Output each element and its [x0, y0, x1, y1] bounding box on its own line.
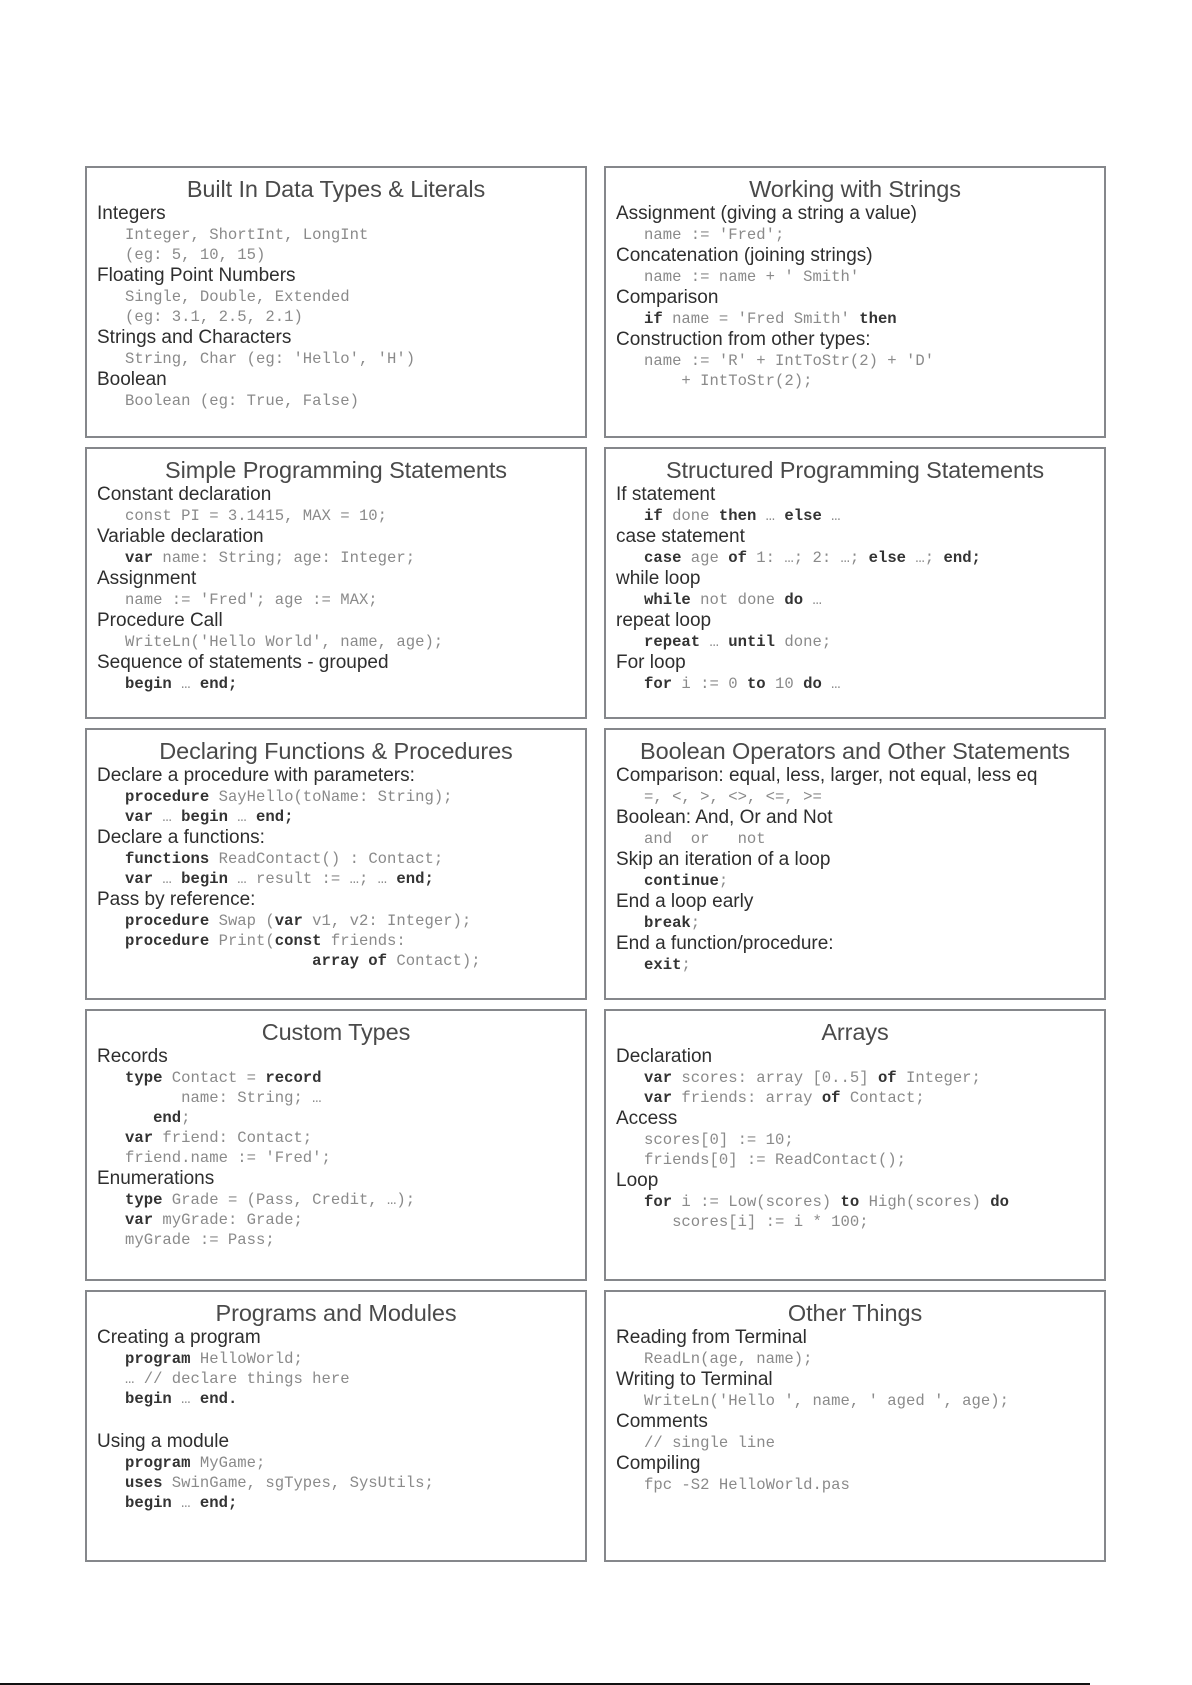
card-custom-types — [85, 1009, 587, 1281]
code-keyword: begin — [125, 675, 172, 693]
code-keyword: begin — [125, 1390, 172, 1408]
code-line — [97, 807, 585, 827]
code-text: name: String; age: Integer; — [153, 549, 416, 567]
section-label: Procedure Call — [97, 610, 223, 631]
code-text: i := 0 — [672, 675, 747, 693]
code-line — [97, 287, 585, 307]
card-built-in-data-types-literals — [85, 166, 587, 438]
section-label: Sequence of statements - grouped — [97, 652, 389, 673]
code-line — [616, 351, 1104, 371]
code-keyword: record — [265, 1069, 322, 1087]
code-text: const PI = 3.1415, MAX = 10; — [125, 507, 388, 525]
section-spacer — [97, 1409, 585, 1431]
card-programs-and-modules — [85, 1290, 587, 1562]
code-keyword: program — [125, 1350, 191, 1368]
code-line — [616, 632, 1104, 652]
code-line — [616, 225, 1104, 245]
code-line — [97, 632, 585, 652]
code-keyword: for — [644, 675, 673, 693]
code-line — [97, 225, 585, 245]
code-text: High(scores) — [859, 1193, 991, 1211]
code-line — [97, 349, 585, 369]
code-text: name := 'R' + IntToStr(2) + 'D' — [644, 352, 935, 370]
code-keyword: var — [125, 1129, 154, 1147]
code-text: Grade = (Pass, Credit, …); — [162, 1191, 416, 1209]
code-text: ; — [681, 956, 691, 974]
code-line — [616, 1433, 1104, 1453]
code-keyword: do — [784, 591, 804, 609]
code-text: 10 — [765, 675, 804, 693]
code-keyword: functions — [125, 850, 210, 868]
code-keyword: procedure — [125, 788, 210, 806]
code-text: SayHello(toName: String); — [209, 788, 453, 806]
code-text: … — [821, 675, 841, 693]
section-label: Assignment (giving a string a value) — [616, 203, 917, 224]
code-keyword: do — [990, 1193, 1009, 1211]
code-text: name: String; … — [125, 1089, 322, 1107]
section-label: Compiling — [616, 1453, 701, 1474]
section-label: Comments — [616, 1411, 708, 1432]
section-label: Declare a procedure with parameters: — [97, 765, 415, 786]
section-label: Strings and Characters — [97, 327, 292, 348]
code-text: … — [803, 591, 822, 609]
code-line — [97, 911, 585, 931]
card-title: Simple Programming Statements — [165, 457, 507, 483]
code-text — [125, 1109, 153, 1127]
code-line — [97, 1068, 585, 1088]
card-arrays — [604, 1009, 1106, 1281]
code-text: … — [171, 675, 200, 693]
code-keyword: end; — [256, 808, 294, 826]
code-keyword: var — [125, 1211, 154, 1229]
card-title: Boolean Operators and Other Statements — [640, 738, 1070, 764]
code-text — [125, 952, 312, 970]
code-line — [97, 1493, 585, 1513]
code-keyword: var — [125, 549, 154, 567]
code-text: name = 'Fred Smith' — [662, 310, 860, 328]
code-keyword: else — [784, 507, 822, 525]
code-text: friends: array — [672, 1089, 822, 1107]
code-line — [616, 1212, 1104, 1232]
code-text: … — [171, 1494, 200, 1512]
code-line — [616, 1130, 1104, 1150]
code-keyword: end. — [199, 1390, 238, 1408]
code-text: Contact); — [387, 952, 481, 970]
code-text: 1: …; 2: …; — [746, 549, 869, 567]
code-text: friends[0] := ReadContact(); — [644, 1151, 907, 1169]
code-text: ; — [718, 872, 729, 890]
code-text: … — [227, 808, 257, 826]
code-line — [97, 1389, 585, 1409]
code-line — [97, 1369, 585, 1389]
card-title: Built In Data Types & Literals — [186, 176, 486, 202]
code-text: scores[i] := i * 100; — [644, 1213, 869, 1231]
code-line — [97, 787, 585, 807]
code-line — [97, 849, 585, 869]
code-line — [97, 1473, 585, 1493]
code-keyword: of — [728, 549, 747, 567]
section-label: Boolean — [97, 369, 167, 390]
code-line — [97, 674, 585, 694]
code-text: // single line — [644, 1434, 776, 1452]
card-title: Declaring Functions & Procedures — [159, 738, 513, 764]
code-line — [616, 1192, 1104, 1212]
code-keyword: end; — [199, 1494, 238, 1512]
code-line — [97, 391, 585, 411]
code-text: Boolean (eg: True, False) — [125, 392, 359, 410]
code-line — [97, 1349, 585, 1369]
code-text: fpc -S2 HelloWorld.pas — [644, 1476, 850, 1494]
code-text: … — [756, 507, 785, 525]
code-line — [616, 1088, 1104, 1108]
section-label: End a loop early — [616, 891, 754, 912]
section-label: End a function/procedure: — [616, 933, 834, 954]
code-line — [616, 955, 1104, 975]
code-text: Swap ( — [209, 912, 275, 930]
code-keyword: exit — [644, 956, 682, 974]
section-label: Comparison: equal, less, larger, not equal, less eq — [616, 765, 1038, 786]
section-label: repeat loop — [616, 610, 712, 631]
code-line — [97, 1190, 585, 1210]
code-line — [97, 506, 585, 526]
code-keyword: of — [877, 1069, 897, 1087]
section-label: Writing to Terminal — [616, 1369, 773, 1390]
code-text: friend: Contact; — [153, 1129, 313, 1147]
section-label: Assignment — [97, 568, 197, 589]
code-keyword: const — [274, 932, 322, 950]
code-text: (eg: 3.1, 2.5, 2.1) — [125, 308, 303, 326]
code-text: =, <, >, <>, <=, >= — [644, 788, 822, 806]
code-line — [616, 787, 1104, 807]
section-label: Reading from Terminal — [616, 1327, 807, 1348]
code-text: i := Low(scores) — [672, 1193, 841, 1211]
code-line — [616, 1068, 1104, 1088]
section-label: Skip an iteration of a loop — [616, 849, 831, 870]
code-keyword: then — [859, 310, 897, 328]
section-label: Comparison — [616, 287, 719, 308]
code-text: v1, v2: Integer); — [302, 912, 472, 930]
section-label: Concatenation (joining strings) — [616, 245, 873, 266]
code-text: HelloWorld; — [190, 1350, 303, 1368]
card-boolean-operators-and-other-statements — [604, 728, 1106, 1000]
code-line — [97, 548, 585, 568]
section-label: Construction from other types: — [616, 329, 871, 350]
code-keyword: procedure — [125, 912, 210, 930]
code-line — [616, 871, 1104, 891]
section-label: If statement — [616, 484, 716, 505]
section-label: Access — [616, 1108, 678, 1129]
section-label: Records — [97, 1046, 168, 1067]
code-keyword: end; — [199, 675, 238, 693]
code-line — [97, 307, 585, 327]
code-line — [97, 1128, 585, 1148]
code-keyword: type — [125, 1191, 163, 1209]
card-other-things — [604, 1290, 1106, 1562]
section-label: Boolean: And, Or and Not — [616, 807, 833, 828]
code-text: Contact; — [840, 1089, 925, 1107]
card-title: Custom Types — [261, 1019, 411, 1045]
section-label: Creating a program — [97, 1327, 261, 1348]
card-title: Structured Programming Statements — [665, 457, 1045, 483]
code-text: … — [700, 633, 729, 651]
card-working-with-strings — [604, 166, 1106, 438]
section-label: case statement — [616, 526, 745, 547]
code-keyword: break — [644, 914, 691, 932]
code-text: … // declare things here — [125, 1370, 350, 1388]
code-text: done — [662, 507, 719, 525]
code-keyword: begin — [181, 808, 228, 826]
code-text: myGrade: Grade; — [153, 1211, 303, 1229]
code-text: + IntToStr(2); — [644, 372, 813, 390]
code-text: …; — [906, 549, 944, 567]
code-line — [97, 869, 585, 889]
code-text: WriteLn('Hello World', name, age); — [125, 633, 444, 651]
card-title: Programs and Modules — [215, 1300, 457, 1326]
code-keyword: to — [840, 1193, 860, 1211]
section-label: Integers — [97, 203, 166, 224]
code-line — [97, 1453, 585, 1473]
code-keyword: var — [644, 1069, 673, 1087]
section-label: Pass by reference: — [97, 889, 256, 910]
section-label: Declare a functions: — [97, 827, 265, 848]
code-text: MyGame; — [190, 1454, 266, 1472]
code-line — [616, 1391, 1104, 1411]
code-text: … — [153, 808, 182, 826]
code-keyword: continue — [644, 872, 719, 890]
code-text: SwinGame, sgTypes, SysUtils; — [162, 1474, 434, 1492]
code-keyword: end; — [396, 870, 434, 888]
card-title: Other Things — [787, 1300, 923, 1326]
code-line — [97, 1230, 585, 1250]
code-text: … — [171, 1390, 200, 1408]
code-keyword: begin — [181, 870, 228, 888]
code-text: myGrade := Pass; — [125, 1231, 275, 1249]
card-title: Working with Strings — [749, 176, 961, 202]
code-keyword: case — [644, 549, 682, 567]
section-label: Variable declaration — [97, 526, 264, 547]
code-text: … — [153, 870, 182, 888]
code-line — [616, 371, 1104, 391]
code-keyword: type — [125, 1069, 163, 1087]
code-text: (eg: 5, 10, 15) — [125, 246, 266, 264]
code-text: name := name + ' Smith' — [644, 268, 860, 286]
section-label: Loop — [616, 1170, 659, 1191]
code-keyword: program — [125, 1454, 191, 1472]
code-text: ReadLn(age, name); — [644, 1350, 813, 1368]
code-text: name := 'Fred'; — [644, 226, 785, 244]
code-keyword: procedure — [125, 932, 210, 950]
code-text: … result := …; … — [227, 870, 397, 888]
code-keyword: repeat — [644, 633, 701, 651]
code-line — [97, 1108, 585, 1128]
code-keyword: var — [125, 808, 154, 826]
code-text: friend.name := 'Fred'; — [125, 1149, 331, 1167]
code-line — [97, 1148, 585, 1168]
code-line — [97, 1210, 585, 1230]
code-text: done; — [775, 633, 832, 651]
code-line — [616, 829, 1104, 849]
code-line — [616, 1475, 1104, 1495]
code-keyword: else — [868, 549, 907, 567]
code-keyword: while — [644, 591, 691, 609]
section-label: while loop — [616, 568, 701, 589]
card-simple-programming-statements — [85, 447, 587, 719]
code-keyword: until — [728, 633, 776, 651]
code-text: and or not — [644, 830, 766, 848]
code-text: Integer, ShortInt, LongInt — [125, 226, 369, 244]
section-label: Floating Point Numbers — [97, 265, 296, 286]
code-line — [616, 309, 1104, 329]
code-line — [97, 590, 585, 610]
code-line — [616, 674, 1104, 694]
section-label: Declaration — [616, 1046, 713, 1067]
code-text: WriteLn('Hello ', name, ' aged ', age); — [644, 1392, 1009, 1410]
card-declaring-functions-procedures — [85, 728, 587, 1000]
code-text: ; — [690, 914, 701, 932]
card-title: Arrays — [821, 1019, 889, 1045]
code-keyword: uses — [125, 1474, 163, 1492]
code-keyword: var — [644, 1089, 673, 1107]
code-line — [97, 951, 585, 971]
section-label: For loop — [616, 652, 686, 673]
code-text: Single, Double, Extended — [125, 288, 350, 306]
section-label: Using a module — [97, 1431, 230, 1452]
code-text: not done — [690, 591, 785, 609]
card-structured-programming-statements — [604, 447, 1106, 719]
code-text: Contact = — [162, 1069, 266, 1087]
code-text: name := 'Fred'; age := MAX; — [125, 591, 378, 609]
code-line — [97, 931, 585, 951]
code-text: scores: array [0..5] — [672, 1069, 878, 1087]
code-text: Print( — [209, 932, 275, 950]
code-keyword: array of — [312, 952, 388, 970]
code-text: ReadContact() : Contact; — [209, 850, 444, 868]
code-keyword: end — [153, 1109, 182, 1127]
code-keyword: to — [746, 675, 766, 693]
code-line — [616, 267, 1104, 287]
cheat-sheet-grid — [85, 166, 1106, 1562]
code-keyword: if — [644, 310, 663, 328]
code-line — [616, 913, 1104, 933]
code-line — [616, 506, 1104, 526]
code-keyword: then — [718, 507, 757, 525]
code-keyword: begin — [125, 1494, 172, 1512]
section-label: Constant declaration — [97, 484, 272, 505]
code-text: scores[0] := 10; — [644, 1131, 794, 1149]
code-keyword: var — [274, 912, 303, 930]
code-line — [616, 590, 1104, 610]
code-line — [616, 1150, 1104, 1170]
code-line — [97, 1088, 585, 1108]
code-text: String, Char (eg: 'Hello', 'H') — [125, 350, 416, 368]
code-text: ; — [181, 1109, 191, 1127]
code-keyword: do — [803, 675, 822, 693]
code-keyword: of — [821, 1089, 841, 1107]
code-text: age — [681, 549, 729, 567]
code-keyword: var — [125, 870, 154, 888]
code-keyword: if — [644, 507, 663, 525]
code-keyword: for — [644, 1193, 673, 1211]
code-text: friends: — [321, 932, 406, 950]
section-label: Enumerations — [97, 1168, 215, 1189]
code-text: … — [821, 507, 841, 525]
code-line — [616, 548, 1104, 568]
code-line — [97, 245, 585, 265]
code-keyword: end; — [943, 549, 981, 567]
code-text: Integer; — [896, 1069, 981, 1087]
code-line — [616, 1349, 1104, 1369]
